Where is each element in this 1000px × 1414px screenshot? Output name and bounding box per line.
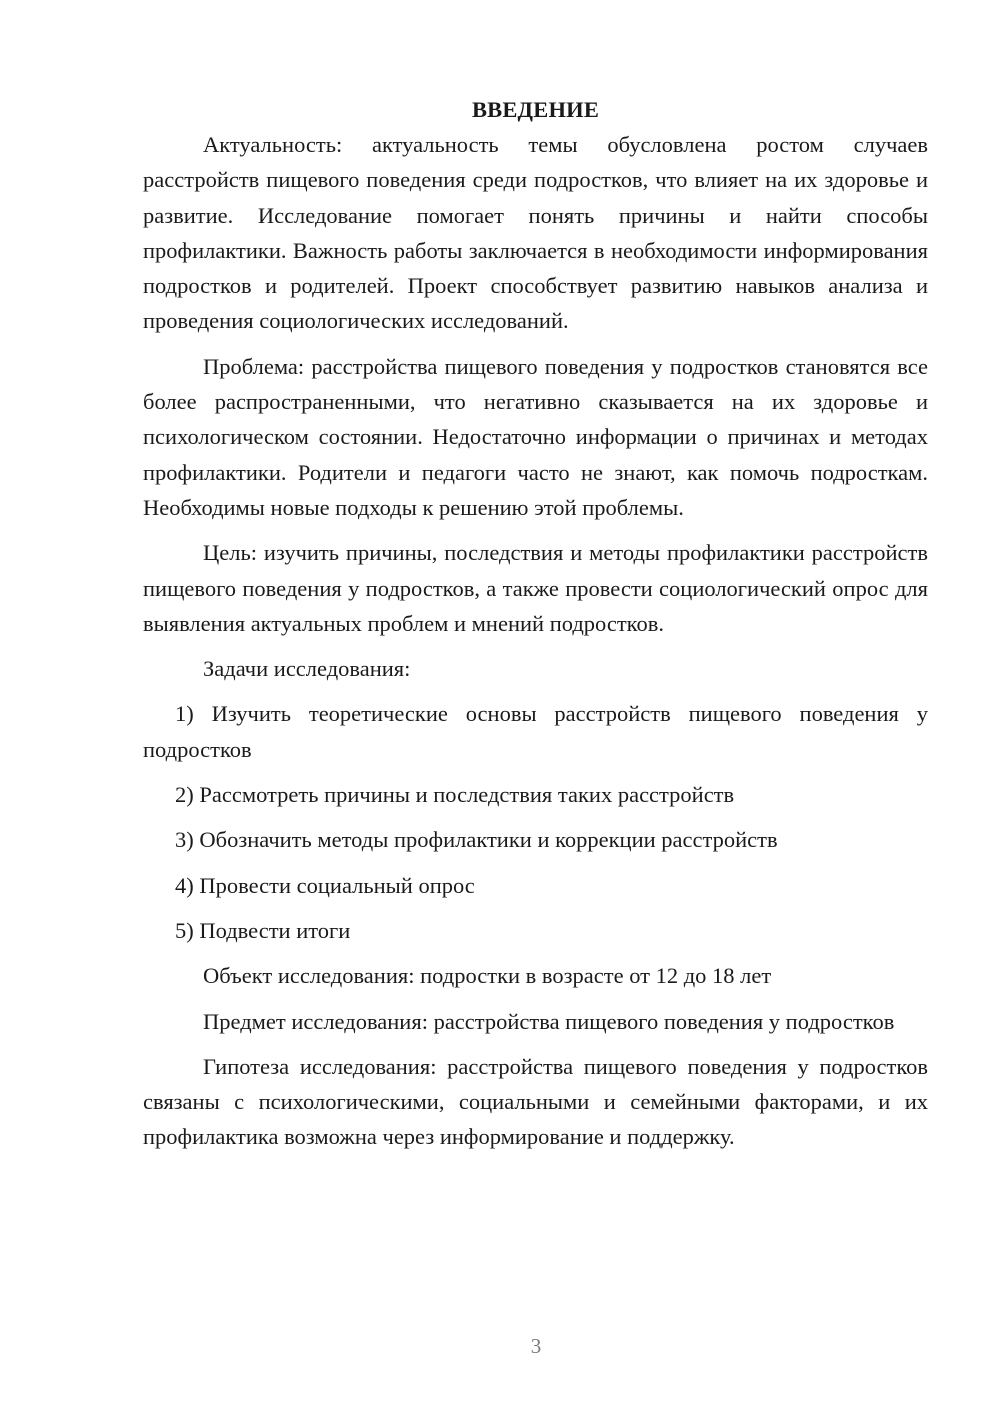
paragraph-spacer xyxy=(143,525,928,535)
paragraph-spacer xyxy=(143,948,928,958)
paragraph-problem: Проблема: расстройства пищевого поведения у подростков становятся все более распространенными, что негативно сказывается на их здоровье и психологическом состоянии. Недостаточно информации о причинах и методах профилактики. Родители и педагоги часто не знают, как помочь подросткам. Необходимы новые подходы к решению этой проблемы. xyxy=(143,353,928,520)
paragraph-hypothesis: Гипотеза исследования: расстройства пищевого поведения у подростков связаны с психологическими, социальными и семейными факторами, и их профилактика возможна через информирование и поддержку. xyxy=(143,1053,928,1150)
paragraph-spacer xyxy=(143,994,928,1004)
paragraph-relevance: Актуальность: актуальность темы обусловлена ростом случаев расстройств пищевого поведения среди подростков, что влияет на их здоровье и развитие. Исследование помогает понять причины и найти способы профилактики. Важность работы заключается в необходимости информирования подростков и родителей. Проект способствует развитию навыков анализа и проведения социологических исследований. xyxy=(143,132,928,334)
paragraph-spacer xyxy=(143,767,928,777)
page-number: 3 xyxy=(530,1334,542,1358)
paragraph-spacer xyxy=(143,812,928,822)
section-heading: ВВЕДЕНИЕ xyxy=(471,97,600,122)
paragraph-spacer xyxy=(143,641,928,651)
paragraph-tasks-title: Задачи исследования: xyxy=(203,656,411,682)
paragraph-subject: Предмет исследования: расстройства пищевого поведения у подростков xyxy=(203,1008,895,1034)
paragraph-spacer xyxy=(143,1039,928,1049)
paragraph-spacer xyxy=(143,686,928,696)
paragraph-spacer xyxy=(143,903,928,913)
paragraph-goal: Цель: изучить причины, последствия и методы профилактики расстройств пищевого поведения у подростков, а также провести социологический опрос для выявления актуальных проблем и мнений подростков. xyxy=(143,540,928,636)
paragraph-spacer xyxy=(143,858,928,868)
task-item-5: 5) Подвести итоги xyxy=(175,917,351,943)
paragraph-object: Объект исследования: подростки в возрасте от 12 до 18 лет xyxy=(203,963,772,989)
task-item-1: 1) Изучить теоретические основы расстройств пищевого поведения у подростков xyxy=(143,701,928,762)
page-content xyxy=(143,92,928,1155)
task-item-4: 4) Провести социальный опрос xyxy=(175,872,475,898)
paragraph-spacer xyxy=(143,339,928,349)
task-item-2: 2) Рассмотреть причины и последствия таких расстройств xyxy=(175,782,735,808)
task-item-3: 3) Обозначить методы профилактики и коррекции расстройств xyxy=(175,827,778,853)
